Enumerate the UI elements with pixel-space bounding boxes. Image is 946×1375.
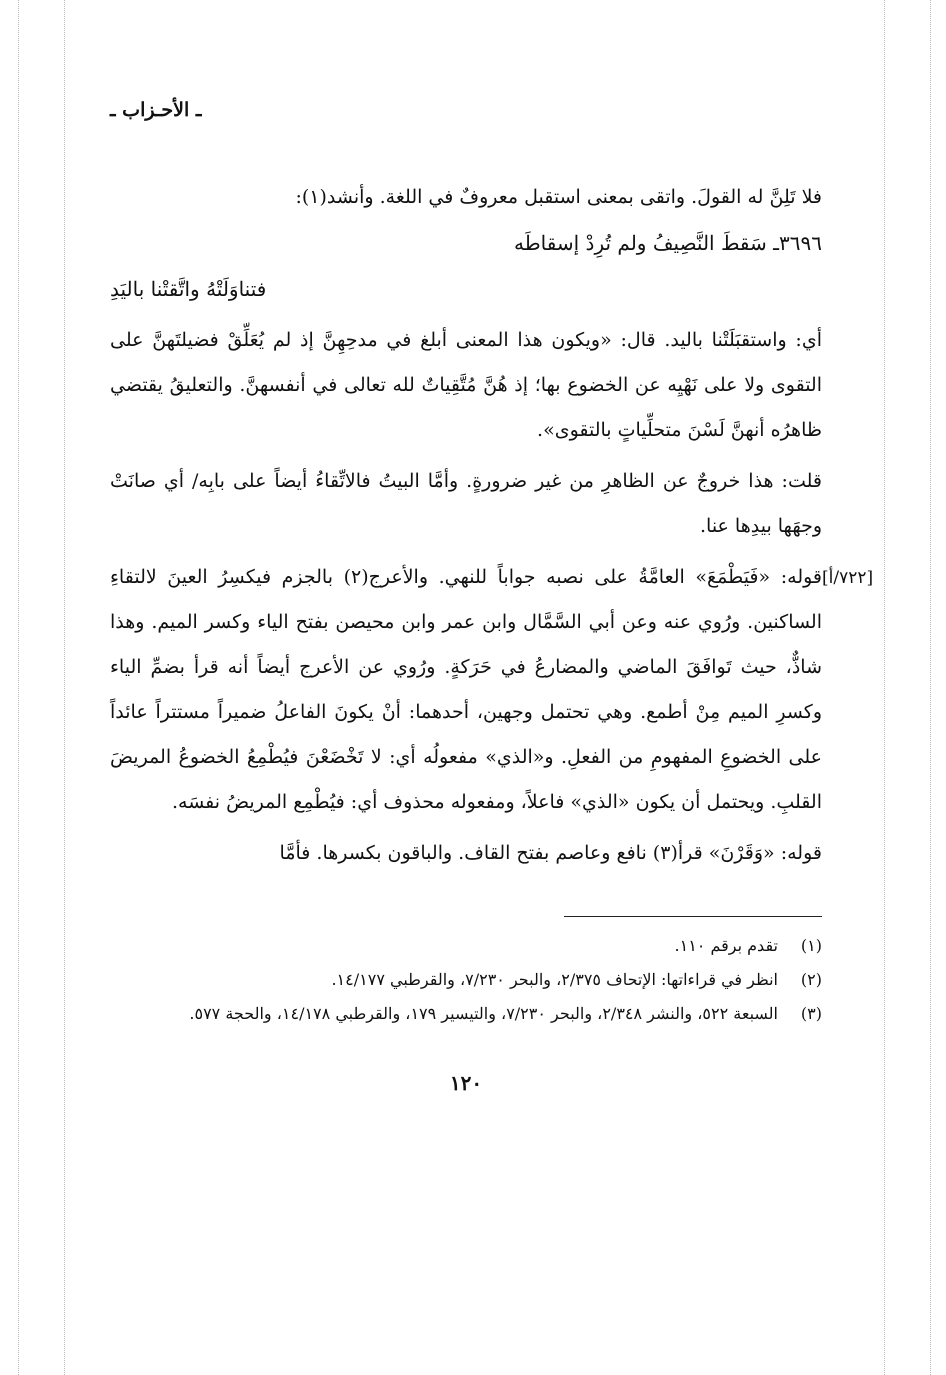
footnote-number: (٣): [800, 1004, 822, 1023]
text-line-1: فلا تَلِنَّ له القولَ. واتقى بمعنى استقبل معروفٌ في اللغة. وأنشد(١):: [295, 186, 822, 208]
footnote: [110, 997, 822, 1031]
footnote-number: (١): [800, 936, 822, 955]
footnote-text: السبعة ٥٢٢، والنشر ٢/٣٤٨، والبحر ٧/٢٣٠، والتيسير ١٧٩، والقرطبي ١٤/١٧٨، والحجة ٥٧٧.: [189, 1004, 778, 1023]
footnotes: [110, 929, 822, 1031]
paragraph-2: قلت: هذا خروجٌ عن الظاهرِ من غير ضرورةٍ. وأمَّا البيتُ فالاتِّقاءُ أيضاً على بابِه/ أي صانَتْ وجهَها بيدِها عنا.: [110, 470, 822, 537]
paragraph-1: أي: واستقبَلَتْنا باليد. قال: «ويكون هذا المعنى أبلغ في مدحِهِنَّ إذ لم يُعَلِّقْ فضيلتَهنَّ على التقوى ولا على نَهْيِه عن الخضوع بها؛ إذ هُنَّ مُتَّقِياتٌ لله تعالى في أنفسهنَّ. والتعليقُ يقتضي ظاهرُه أنهنَّ لَسْنَ متحلِّياتٍ بالتقوى».: [110, 329, 822, 441]
footnote: [110, 929, 822, 963]
footnote-rule: [564, 916, 822, 917]
running-head: ـ الأحـزاب ـ: [110, 99, 202, 121]
paragraph-3: قوله: «فَيَطْمَعَ» العامَّةُ على نصبه جواباً للنهي. والأعرج(٢) بالجزم فيكسِرُ العينَ لالتقاءِ الساكنين. ورُوي عنه وعن أبي السَّمَّال وابن عمر وابن محيصن بفتح الياء وكسر الميم. وهذا شاذٌّ، حيث تَوافَقَ الماضي والمضارعُ في حَرَكةٍ. ورُوي عن الأعرج أيضاً أنه قرأ بضمِّ الياء وكسرِ الميم مِنْ أطمع. وهي تحتمل وجهين، أحدهما: أنْ يكونَ الفاعلُ ضميراً مستتراً عائداً على الخضوعِ المفهومِ من الفعلِ. و«الذي» مفعولُه أي: لا تَخْضَعْنَ فيُطْمِعُ الخضوعُ المريضَ القلبِ. ويحتمل أن يكون «الذي» فاعلاً، ومفعوله محذوف أي: فيُطْمِع المريضُ نفسَه.: [110, 566, 823, 813]
footnote: [110, 963, 822, 997]
verse-line-1: ٣٦٩٦ـ سَقطَ النَّصِيفُ ولم تُرِدْ إسقاطَه: [514, 231, 822, 255]
margin-reference: [٧٢٢/أ]: [822, 568, 874, 588]
footnote-number: (٢): [800, 970, 822, 989]
verse-line-2: فتناوَلَتْهُ واتَّقتْنا باليَدِ: [110, 277, 267, 301]
footnote-text: تقدم برقم ١١٠.: [674, 936, 778, 955]
page-number: ١٢٠: [449, 1071, 483, 1095]
paragraph-4: قوله: «وَقَرْنَ» قرأ(٣) نافع وعاصم بفتح القاف. والباقون بكسرها. فأمَّا: [279, 842, 822, 864]
book-page: [110, 95, 822, 1095]
footnote-text: انظر في قراءاتها: الإتحاف ٢/٣٧٥، والبحر ٧/٢٣٠، والقرطبي ١٤/١٧٧.: [331, 970, 778, 989]
